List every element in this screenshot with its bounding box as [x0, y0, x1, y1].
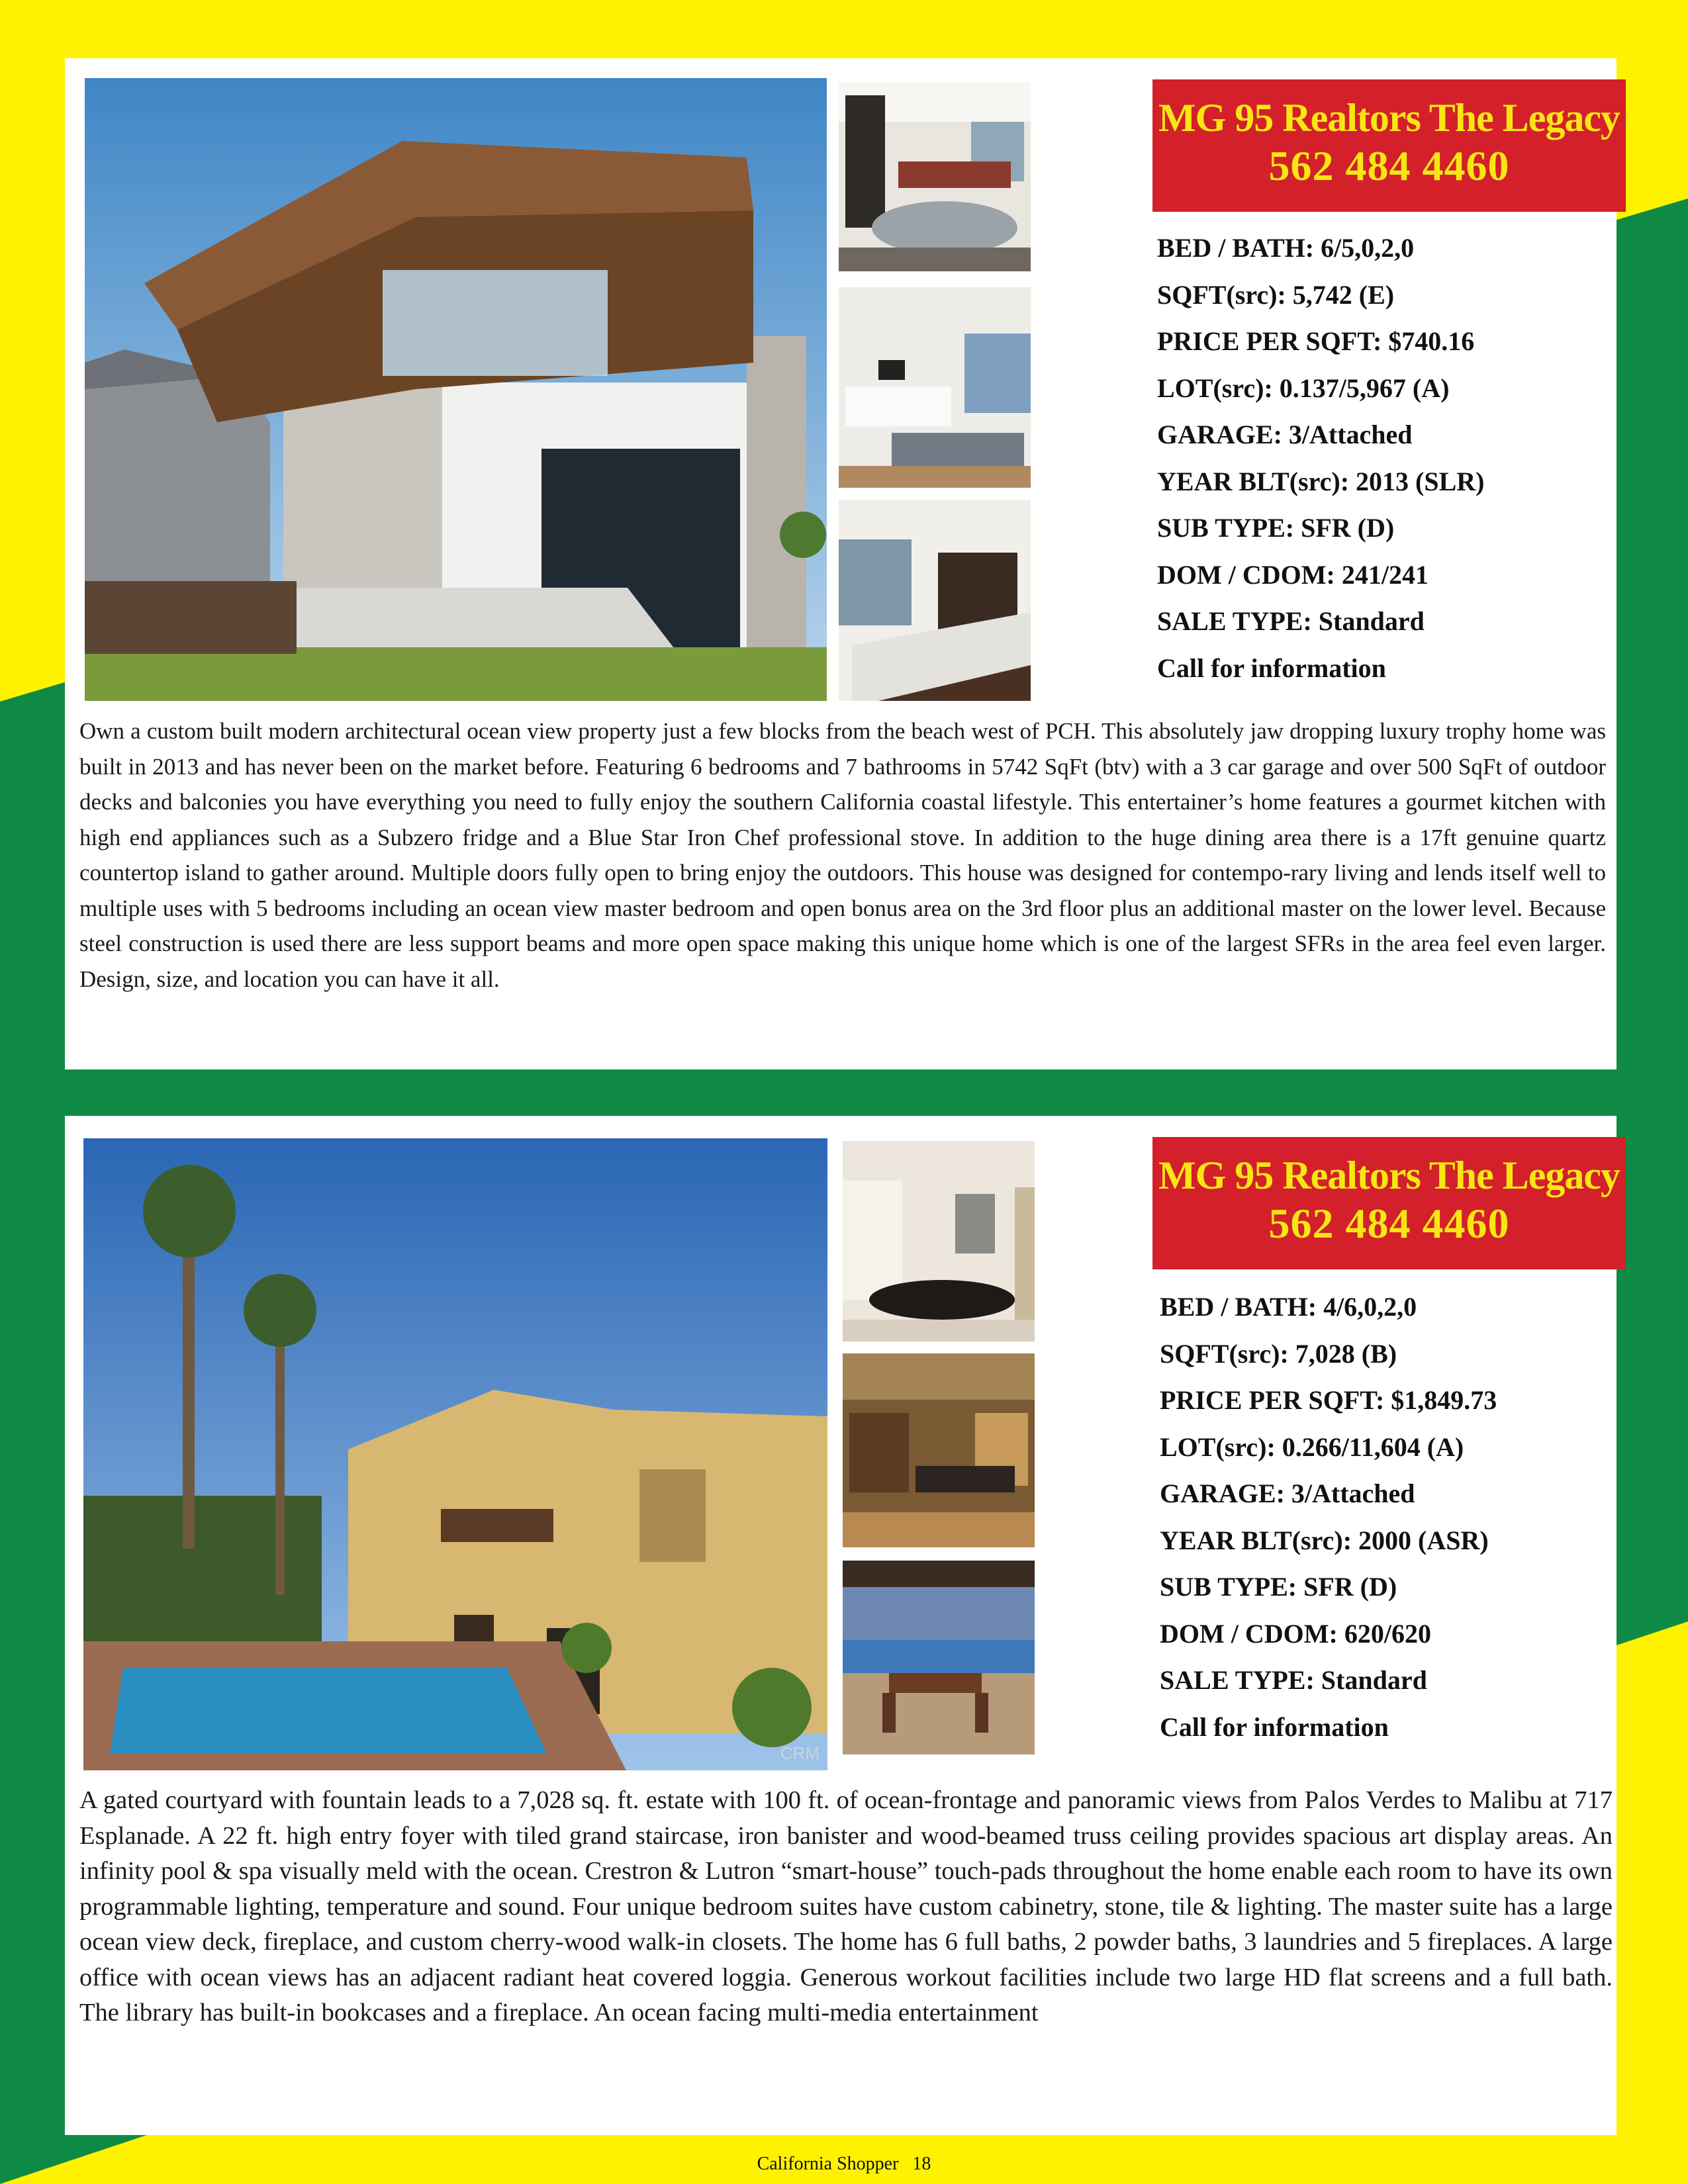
listing-2-banner	[1152, 1137, 1626, 1269]
spec-bed-bath: BED / BATH: 4/6,0,2,0	[1160, 1292, 1417, 1322]
listing-1-description: Own a custom built modern architectural ocean view property just a few blocks from the beach west of PCH. This absolutely jaw dropping luxury trophy home was built in 2013 and has never been on the market before. Featuring 6 bedrooms and 7 bathrooms in 5742 SqFt (btv) with a 3 car garage and over 500 SqFt of outdoor decks and balconies you have everything you need to fully enjoy the southern California coastal lifestyle. This entertainer’s home features a gourmet kitchen with high end appliances such as a Subzero fridge and a Blue Star Iron Chef professional stove. In addition to the huge dining area there is a 17ft genuine quartz countertop island to gather around. Multiple doors fully open to bring enjoy the outdoors. This house was designed for contempo-rary living and lends itself well to multiple uses with 5 bedrooms including an ocean view master bedroom and open bonus area on the 3rd floor plus an additional master on the lower level. Because steel construction is used there are less support beams and more open space making this unique home which is one of the largest SFRs in the area feel even larger. Design, size, and location you can have it all.	[79, 718, 1606, 992]
spec-call: Call for information	[1157, 653, 1386, 683]
spec-price-per-sqft: PRICE PER SQFT: $740.16	[1157, 326, 1475, 356]
listing-1-banner	[1152, 79, 1626, 212]
listing-2-kitchen-photo	[843, 1353, 1035, 1547]
listing-2-specs	[1160, 1284, 1497, 1751]
spec-year-built: YEAR BLT(src): 2013 (SLR)	[1157, 466, 1485, 496]
listing-1-living-room-photo	[839, 287, 1031, 488]
spec-garage: GARAGE: 3/Attached	[1157, 420, 1413, 449]
spec-garage: GARAGE: 3/Attached	[1160, 1479, 1415, 1508]
spec-year-built: YEAR BLT(src): 2000 (ASR)	[1160, 1525, 1489, 1555]
spec-dom: DOM / CDOM: 620/620	[1160, 1618, 1431, 1649]
listing-1-specs	[1157, 225, 1484, 692]
phone-number: 562 484 4460	[1268, 142, 1510, 189]
listing-2-patio-photo	[843, 1561, 1035, 1754]
phone-number: 562 484 4460	[1268, 1200, 1510, 1247]
spec-bed-bath: BED / BATH: 6/5,0,2,0	[1157, 233, 1415, 263]
spec-sale-type: SALE TYPE: Standard	[1157, 606, 1425, 636]
listing-2-exterior-photo	[83, 1138, 827, 1770]
photo-watermark: CRM	[780, 1743, 820, 1763]
agency-name: MG 95 Realtors The Legacy	[1158, 1154, 1620, 1197]
listing-1-exterior-photo	[85, 78, 827, 701]
spec-lot: LOT(src): 0.266/11,604 (A)	[1160, 1432, 1464, 1462]
spec-price-per-sqft: PRICE PER SQFT: $1,849.73	[1160, 1385, 1497, 1415]
spec-sub-type: SUB TYPE: SFR (D)	[1160, 1572, 1397, 1602]
listing-1-dining-photo	[839, 82, 1031, 271]
page-footer: California Shopper 18	[757, 2154, 931, 2174]
spec-dom: DOM / CDOM: 241/241	[1157, 559, 1429, 590]
agency-name: MG 95 Realtors The Legacy	[1158, 96, 1620, 140]
spec-sub-type: SUB TYPE: SFR (D)	[1157, 513, 1395, 543]
listing-1-kitchen-photo	[839, 500, 1031, 701]
listing-2-dining-photo	[843, 1141, 1035, 1342]
spec-sale-type: SALE TYPE: Standard	[1160, 1665, 1427, 1695]
listing-2-description: A gated courtyard with fountain leads to a 7,028 sq. ft. estate with 100 ft. of ocean-frontage and panoramic views from Palos Verdes to Malibu at 717 Esplanade. A 22 ft. high entry foyer with tiled grand staircase, iron banister and wood-beamed truss ceiling provides spacious art display areas. An infinity pool & spa visually meld with the ocean. Crestron & Lutron “smart-house” touch-pads throughout the home enable each room to have its own programmable lighting, temperature and sound. Four unique bedroom suites have custom cabinetry, stone, tile & lighting. The master suite has a large ocean view deck, fireplace, and custom cherry-wood walk-in closets. The home has 6 full baths, 2 powder baths, 3 laundries and 5 fireplaces. A large office with ocean views has an adjacent radiant heat covered loggia. Generous workout facilities include two large HD flat screens and a full bath. The library has built-in bookcases and a fireplace. An ocean facing multi-media entertainment	[79, 1786, 1613, 2026]
spec-sqft: SQFT(src): 5,742 (E)	[1157, 279, 1395, 310]
spec-lot: LOT(src): 0.137/5,967 (A)	[1157, 373, 1450, 403]
spec-call: Call for information	[1160, 1711, 1389, 1742]
spec-sqft: SQFT(src): 7,028 (B)	[1160, 1338, 1397, 1369]
